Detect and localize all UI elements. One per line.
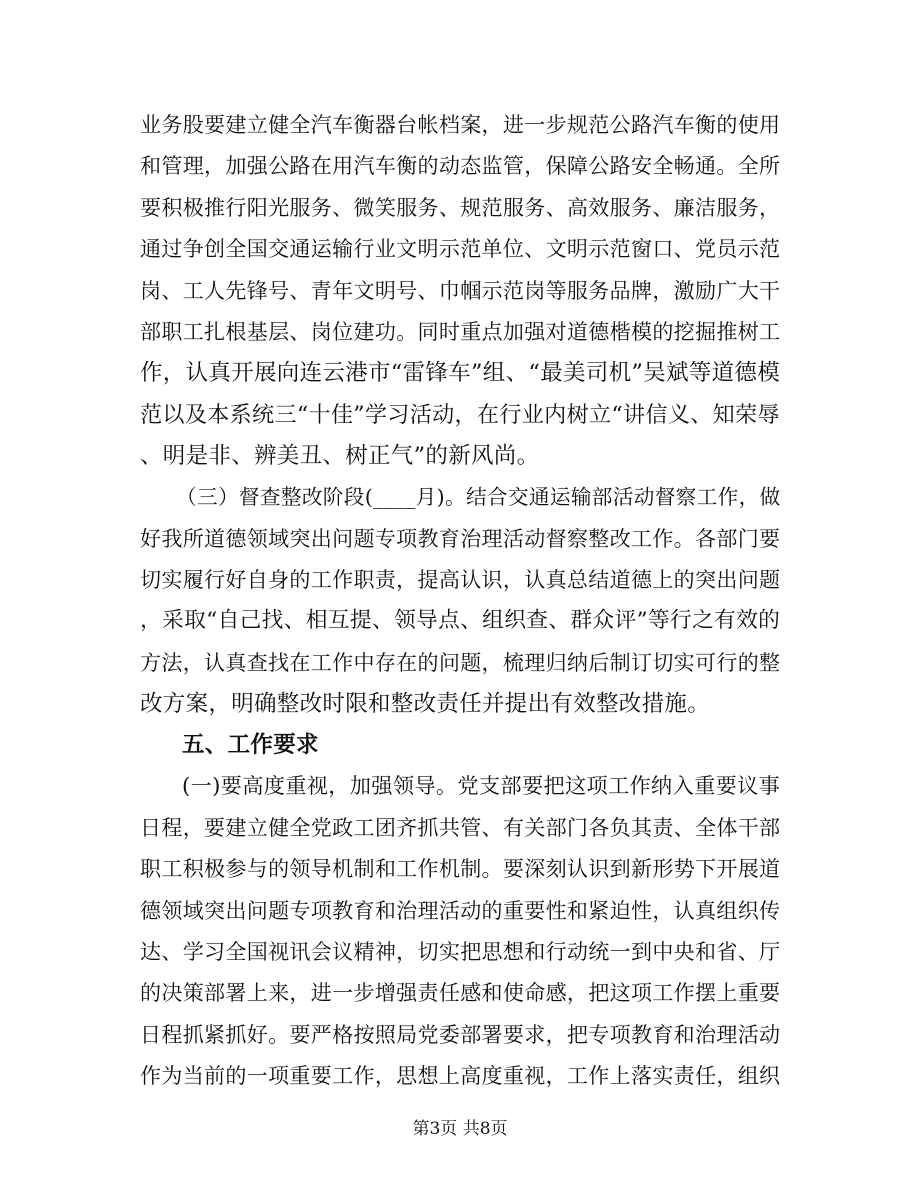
text-line-13: ，采取“自己找、相互提、领导点、组织查、群众评”等行之有效的 <box>140 608 781 633</box>
text-line-22: 的决策部署上来，进一步增强责任感和使命感，把这项工作摆上重要 <box>140 980 781 1005</box>
text-line-1: 业务股要建立健全汽车衡器台帐档案，进一步规范公路汽车衡的使用 <box>140 112 781 137</box>
text-line-20: 德领域突出问题专项教育和治理活动的重要性和紧迫性，认真组织传 <box>140 898 781 923</box>
text-line-4: 通过争创全国交通运输行业文明示范单位、文明示范窗口、党员示范 <box>140 236 781 261</box>
text-line-24: 作为当前的一项重要工作，思想上高度重视，工作上落实责任，组织 <box>140 1063 781 1088</box>
text-line-19: 职工积极参与的领导机制和工作机制。要深刻认识到新形势下开展道 <box>140 856 781 881</box>
text-line-12: 切实履行好自身的工作职责，提高认识，认真总结道德上的突出问题 <box>140 567 781 592</box>
text-line-8: 范以及本系统三“十佳”学习活动，在行业内树立“讲信义、知荣辱 <box>140 402 780 428</box>
text-line-9: 、明是非、辨美丑、树正气”的新风尚。 <box>140 443 540 469</box>
page-number-footer: 第3页 共8页 <box>412 1119 508 1139</box>
text-line-2: 和管理，加强公路在用汽车衡的动态监管，保障公路安全畅通。全所 <box>140 153 781 178</box>
text-line-21: 达、学习全国视讯会议精神，切实把思想和行动统一到中央和省、厅 <box>140 939 781 964</box>
text-line-7: 作，认真开展向连云港市“雷锋车”组、“最美司机”吴斌等道德模 <box>140 360 781 386</box>
text-line-6: 部职工扎根基层、岗位建功。同时重点加强对道德楷模的挖掘推树工 <box>140 319 781 344</box>
text-line-17: (一)要高度重视，加强领导。党支部要把这项工作纳入重要议事 <box>182 774 781 799</box>
section-heading: 五、工作要求 <box>182 732 319 758</box>
text-line-23: 日程抓紧抓好。要严格按照局党委部署要求，把专项教育和治理活动 <box>140 1022 781 1047</box>
text-line-15: 改方案，明确整改时限和整改责任并提出有效整改措施。 <box>140 691 711 717</box>
text-line-11: 好我所道德领域突出问题专项教育治理活动督察整改工作。各部门要 <box>140 526 781 551</box>
text-line-14: 方法，认真查找在工作中存在的问题，梳理归纳后制订切实可行的整 <box>140 650 781 675</box>
text-line-18: 日程，要建立健全党政工团齐抓共管、有关部门各负其责、全体干部 <box>140 815 781 840</box>
text-line-5: 岗、工人先锋号、青年文明号、巾帼示范岗等服务品牌，激励广大干 <box>140 278 781 303</box>
text-line-3: 要积极推行阳光服务、微笑服务、规范服务、高效服务、廉洁服务， <box>140 195 781 220</box>
text-line-10: （三）督查整改阶段(____月)。结合交通运输部活动督察工作，做 <box>176 485 781 509</box>
